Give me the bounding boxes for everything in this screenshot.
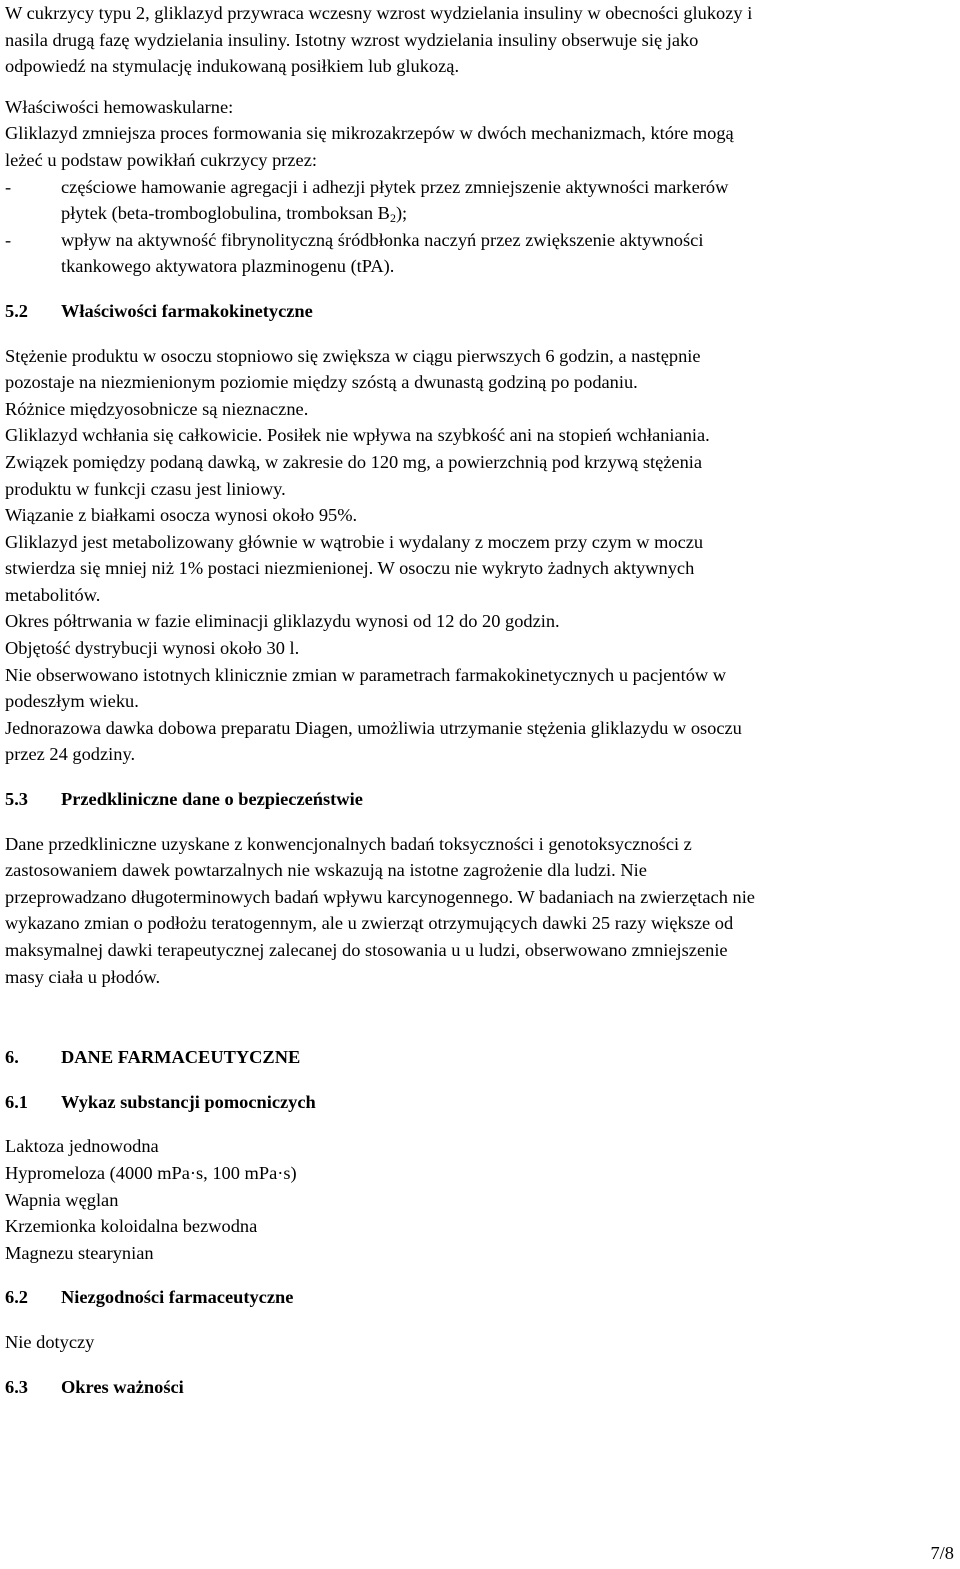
text-line: nasila drugą fazę wydzielania insuliny. Istotny wzrost wydzielania insuliny obserwuje się jako [5, 29, 699, 50]
text-line: przez 24 godziny. [5, 744, 136, 765]
section-number: 6.3 [5, 1376, 28, 1397]
section-5-2 [5, 298, 953, 768]
bullet-text: częściowe hamowanie agregacji i adhezji płytek przez zmniejszenie aktywności markerów [61, 176, 729, 197]
text-line: Związek pomiędzy podaną dawką, w zakresie do 120 mg, a powierzchnią pod krzywą stężenia [5, 451, 703, 472]
section-heading [5, 298, 953, 325]
bullet-text: wpływ na aktywność fibrynolityczną śródbłonka naczyń przez zwiększenie aktywności [61, 229, 704, 250]
text-line: zastosowaniem dawek powtarzalnych nie wskazują na istotne zagrożenie dla ludzi. Nie [5, 860, 647, 881]
text-line: stwierdza się mniej niż 1% postaci niezmienionej. W osoczu nie wykryto żadnych aktywnych [5, 558, 695, 579]
text-line: pozostaje na niezmienionym poziomie między szóstą a dwunastą godziną po podaniu. [5, 372, 638, 393]
section-5-3 [5, 786, 953, 990]
text-line: Nie obserwowano istotnych klinicznie zmian w parametrach farmakokinetycznych u pacjentów w [5, 664, 727, 685]
section-heading [5, 1044, 953, 1071]
section-title: Niezgodności farmaceutyczne [61, 1287, 294, 1308]
section-number: 6.2 [5, 1287, 28, 1308]
text-line: metabolitów. [5, 584, 101, 605]
section-title: DANE FARMACEUTYCZNE [61, 1047, 301, 1068]
section-heading [5, 1284, 953, 1311]
text-line: Różnice międzyosobnicze są nieznaczne. [5, 398, 309, 419]
text-line: Wiązanie z białkami osocza wynosi około 95%. [5, 505, 358, 526]
bullet-item [5, 227, 953, 280]
section-title: Okres ważności [61, 1376, 184, 1397]
excipient-item: Magnezu stearynian [5, 1242, 154, 1263]
section-number: 6. [5, 1047, 19, 1068]
excipient-item: Krzemionka koloidalna bezwodna [5, 1216, 258, 1237]
section-number: 5.3 [5, 789, 28, 810]
section-heading [5, 1089, 953, 1116]
section-number: 6.1 [5, 1091, 28, 1112]
text-line: Nie dotyczy [5, 1331, 95, 1352]
section-6 [5, 1044, 953, 1071]
section-title: Wykaz substancji pomocniczych [61, 1091, 316, 1112]
text-line: Gliklazyd zmniejsza proces formowania się mikrozakrzepów w dwóch mechanizmach, które mogą [5, 123, 734, 144]
bullet-text: płytek (beta-tromboglobulina, tromboksan B [61, 203, 390, 224]
page-number: 7/8 [930, 1543, 954, 1563]
intro-paragraph [5, 0, 953, 80]
section-heading [5, 786, 953, 813]
text-line: odpowiedź na stymulację indukowaną posiłkiem lub glukozą. [5, 56, 460, 77]
text-line: maksymalnej dawki terapeutycznej zalecanej do stosowania u u ludzi, obserwowano zmniejszenie [5, 940, 728, 960]
section-6-3 [5, 1374, 953, 1401]
bullet-text: tkankowego aktywatora plazminogenu (tPA). [61, 256, 395, 277]
text-line: Okres półtrwania w fazie eliminacji gliklazydu wynosi od 12 do 20 godzin. [5, 611, 560, 632]
text-line: Stężenie produktu w osoczu stopniowo się zwiększa w ciągu pierwszych 6 godzin, a następnie [5, 345, 701, 366]
section-title: Przedkliniczne dane o bezpieczeństwie [61, 789, 363, 810]
excipient-item: Hypromeloza (4000 mPa·s, 100 mPa·s) [5, 1162, 297, 1183]
section-number: 5.2 [5, 300, 28, 321]
excipient-item: Laktoza jednowodna [5, 1136, 159, 1157]
bullet-dash: - [5, 229, 12, 250]
section-heading [5, 1374, 953, 1401]
text-line: Objętość dystrybucji wynosi około 30 l. [5, 638, 300, 659]
subscript: 2 [389, 211, 396, 226]
text-line: Gliklazyd jest metabolizowany głównie w wątrobie i wydalany z moczem przy czym w moczu [5, 531, 704, 552]
bullet-item [5, 174, 953, 227]
excipient-item: Wapnia węglan [5, 1189, 119, 1210]
hemovascular-section [5, 94, 953, 280]
section-6-2 [5, 1284, 953, 1355]
text-line: masy ciała u płodów. [5, 966, 161, 987]
bullet-dash: - [5, 176, 12, 197]
bullet-text: ); [395, 203, 408, 224]
hemovascular-title: Właściwości hemowaskularne: [5, 96, 234, 117]
text-line: leżeć u podstaw powikłań cukrzycy przez: [5, 149, 317, 170]
text-line: Gliklazyd wchłania się całkowicie. Posiłek nie wpływa na szybkość ani na stopień wchłaniania. [5, 425, 710, 446]
text-line: przeprowadzano długoterminowych badań wpływu karcynogennego. W badaniach na zwierzętach nie [5, 886, 755, 907]
text-line: W cukrzycy typu 2, gliklazyd przywraca wczesny wzrost wydzielania insuliny w obecności glukozy i [5, 3, 753, 23]
section-title: Właściwości farmakokinetyczne [61, 300, 313, 321]
text-line: wykazano zmian o podłożu teratogennym, ale u zwierząt otrzymujących dawki 25 razy większe od [5, 913, 734, 934]
section-6-1 [5, 1089, 953, 1267]
text-line: produktu w funkcji czasu jest liniowy. [5, 478, 286, 499]
text-line: Jednorazowa dawka dobowa preparatu Diagen, umożliwia utrzymanie stężenia gliklazydu w osoczu [5, 717, 742, 738]
document-page [5, 0, 953, 1400]
text-line: Dane przedkliniczne uzyskane z konwencjonalnych badań toksyczności i genotoksyczności z [5, 833, 692, 854]
text-line: podeszłym wieku. [5, 691, 139, 712]
